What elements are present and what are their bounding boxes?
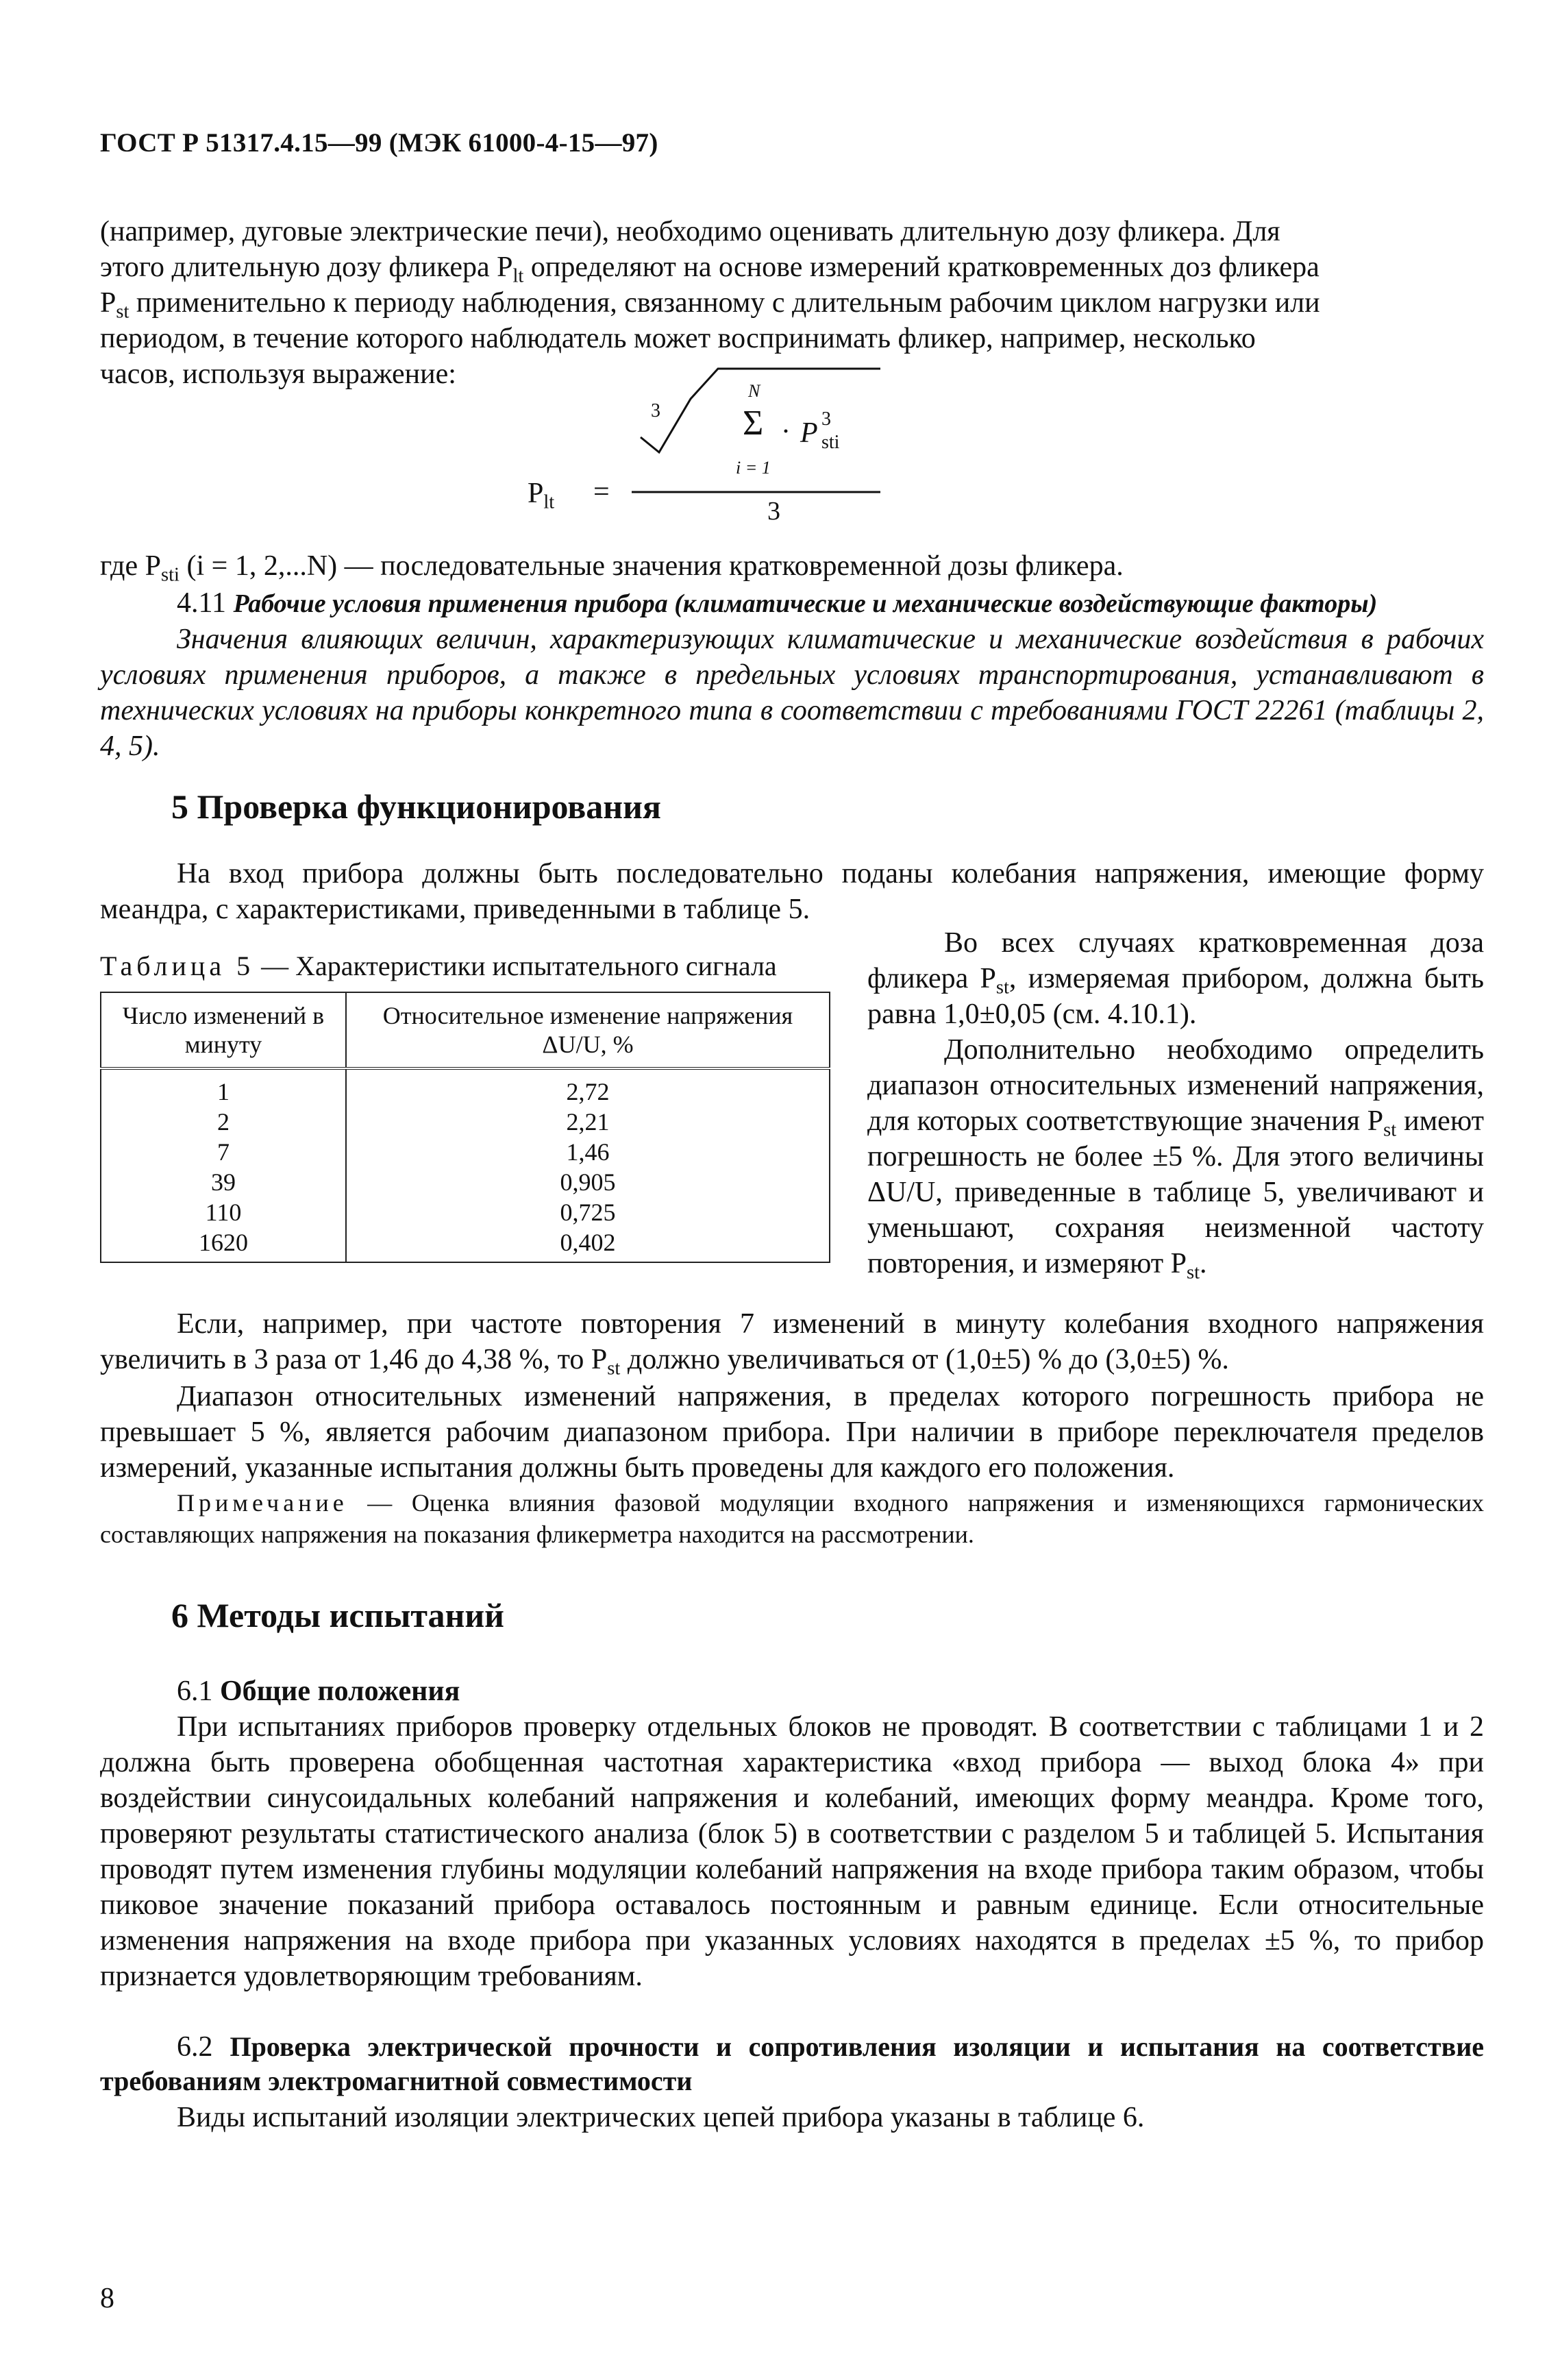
intro-line-5: часов, используя выражение: [100, 358, 456, 390]
intro-line-2: этого длительную дозу фликера $P_{lt}$ определяют на основе измерений кратковременных доз фликера [100, 252, 1320, 287]
formula-term: P [800, 417, 818, 449]
table-5-caption: Таблица 5 — Характеристики испытательного сигнала [100, 950, 777, 981]
intro-line-4: периодом, в течение которого наблюдатель может воспринимать фликер, например, несколько [100, 323, 1256, 354]
table-5-header-rate: Число изменений в минуту [101, 992, 346, 1068]
range-paragraph: Диапазон относительных изменений напряжения, в пределах которого погрешность прибора не превышает 5 %, является рабочим диапазоном прибора. При наличии в приборе переключателя пределов измерений, указанные испытания должны быть проведены для каждого его положения. [100, 1381, 1484, 1484]
formula-lhs: $P_{lt}$ [528, 478, 555, 513]
formula-where-line: где $P_{sti}$ (i = 1, 2,...N) — последовательные значения кратковременной дозы фликера. [100, 550, 1124, 586]
intro-line-1: (например, дуговые электрические печи), необходимо оценивать длительную дозу фликера. Для [100, 216, 1280, 247]
example-paragraph: Если, например, при частоте повторения 7 изменений в минуту колебания входного напряжения увеличить в 3 раза от 1,46 до 4,38 %, то $P_{st}$ должно увеличиваться от (1,0±5) % до (3,0±5) %. [100, 1308, 1484, 1379]
table-row: 1620 0,402 [101, 1227, 830, 1262]
formula-sum-lower: i = 1 [736, 458, 771, 478]
formula-term-sub: sti [821, 432, 840, 453]
formula-sum-upper: N [748, 381, 760, 401]
table-5 [100, 992, 830, 1263]
document-header: ГОСТ Р 51317.4.15—99 (МЭК 61000-4-15—97) [100, 128, 658, 158]
formula-root-index: 3 [651, 400, 660, 421]
section-6-2-title: 6.2 Проверка электрической прочности и сопротивления изоляции и испытания на соответствие требованиям электромагнитной совместимости [100, 2031, 1485, 2096]
intro-paragraph [100, 214, 1484, 392]
section-6-2-text: Виды испытаний изоляции электрических цепей прибора указаны в таблице 6. [177, 2102, 1145, 2133]
section-4-11 [100, 585, 1484, 764]
table-row: 39 0,905 [101, 1167, 830, 1197]
formula-dot: · [781, 416, 791, 447]
section-5-heading: 5 Проверка функционирования [171, 787, 661, 826]
table-row: 2 2,21 [101, 1107, 830, 1137]
right-column-paragraph-2: Дополнительно необходимо определить диапазон относительных изменений напряжения, для которых соответствующие значения $P_{st}$ имеют погрешность не более ±5 %. Для этого величины ΔU/U, приведенные в таблице 5, увеличивают и уменьшают, сохраняя неизменной частоту повторения, и измеряют $P_{st}$. [867, 1034, 1484, 1284]
page-number: 8 [100, 2283, 114, 2314]
formula-equals: = [593, 476, 610, 508]
formula-term-sup: 3 [821, 408, 831, 430]
section-4-11-text: Значения влияющих величин, характеризующих климатические и механические воздействия в рабочих условиях применения приборов, а также в предельных условиях транспортирования, устанавливают в технических условиях на приборы конкретного типа в соответствии с требованиями ГОСТ 22261 (таблицы 2, 4, 5). [100, 624, 1484, 762]
table-row: 110 0,725 [101, 1197, 830, 1227]
section-6-1-title: 6.1 Общие положения [177, 1676, 460, 1707]
table-row: 1 2,72 [101, 1068, 830, 1107]
section-4-11-title: 4.11 Рабочие условия применения прибора (климатические и механические воздействующие факторы) [177, 587, 1378, 619]
note-paragraph: Примечание — Оценка влияния фазовой модуляции входного напряжения и изменяющихся гармонических составляющих напряжения на показания фликерметра находится на рассмотрении. [100, 1489, 1484, 1548]
table-row: 7 1,46 [101, 1137, 830, 1167]
section-6-1-text: При испытаниях приборов проверку отдельных блоков не проводят. В соответствии с таблицами 1 и 2 должна быть проверена обобщенная частотная характеристика «вход прибора — выход блока 4» при воздействии синусоидальных колебаний напряжения и колебаний, имеющих форму меандра. Кроме того, проверяют результаты статистического анализа (блок 5) в соответствии с разделом 5 и таблицей 5. Испытания проводят путем изменения глубины модуляции колебаний напряжения на входе прибора таким образом, чтобы пиковое значение показаний прибора оставалось постоянным и равным единице. Если относительные изменения напряжения на входе прибора при указанных условиях находятся в пределах ±5 %, то прибор признается удовлетворяющим требованиям. [100, 1711, 1484, 1992]
section-5-intro: На вход прибора должны быть последовательно поданы колебания напряжения, имеющие форму меандра, с характеристиками, приведенными в таблице 5. [100, 858, 1484, 925]
formula-sum-symbol: Σ [743, 404, 764, 443]
right-column-paragraph-1: Во всех случаях кратковременная доза фликера $P_{st}$, измеряемая прибором, должна быть равна 1,0±0,05 (см. 4.10.1). [867, 927, 1484, 1030]
formula-denominator: 3 [767, 497, 780, 526]
intro-line-3: $P_{st}$ применительно к периоду наблюдения, связанному с длительным рабочим циклом нагрузки или [100, 287, 1320, 323]
section-6-heading: 6 Методы испытаний [171, 1596, 504, 1634]
table-5-header-change: Относительное изменение напряжения ΔU/U, % [346, 992, 830, 1068]
